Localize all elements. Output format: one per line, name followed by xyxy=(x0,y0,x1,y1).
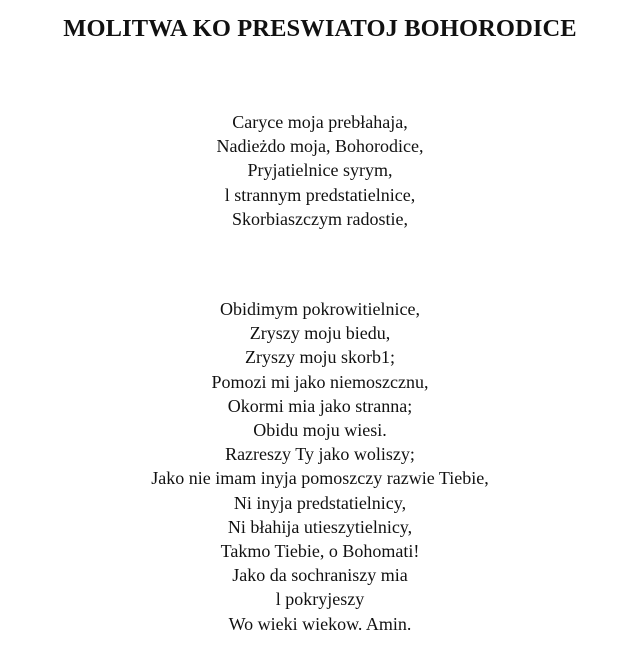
verse-line: Obidu moju wiesi. xyxy=(253,420,387,441)
verse-line: Razreszy Ty jako woliszy; xyxy=(225,444,415,465)
verse-line: Wo wieki wiekow. Amin. xyxy=(228,613,412,634)
verse-line: Caryce moja prebłahaja, xyxy=(232,112,408,132)
prayer-title: MOLITWA KO PRESWIATOJ BOHORODICE xyxy=(63,15,577,42)
verse-line: Jako da sochraniszy mia xyxy=(232,565,408,586)
verse-line: l pokryjeszy xyxy=(275,589,365,610)
verse-line: Takmo Tiebie, o Bohomati! xyxy=(220,541,420,562)
stanza-1 xyxy=(0,110,640,231)
verse-line: Nadieżdo moja, Bohorodice, xyxy=(216,136,424,157)
verse-line: Ni inyja predstatielnicy, xyxy=(233,492,407,513)
stanza-2 xyxy=(0,297,640,636)
verse-line: Obidimym pokrowitielnice, xyxy=(220,299,420,319)
verse-line: Jako nie imam inyja pomoszczy razwie Tiebie, xyxy=(151,468,489,489)
verse-line: Pryjatielnice syrym, xyxy=(247,160,393,181)
verse-line: Ni błahija utieszytielnicy, xyxy=(227,516,413,537)
verse-line: Zryszy moju skorb1; xyxy=(245,347,395,368)
verse-line: Okormi mia jako stranna; xyxy=(227,395,413,416)
verse-line: Pomozi mi jako niemoszcznu, xyxy=(211,371,429,392)
verse-line: l strannym predstatielnice, xyxy=(224,184,416,205)
verse-line: Skorbiaszczym radostie, xyxy=(232,208,408,229)
verse-line: Zryszy moju biedu, xyxy=(249,323,391,344)
